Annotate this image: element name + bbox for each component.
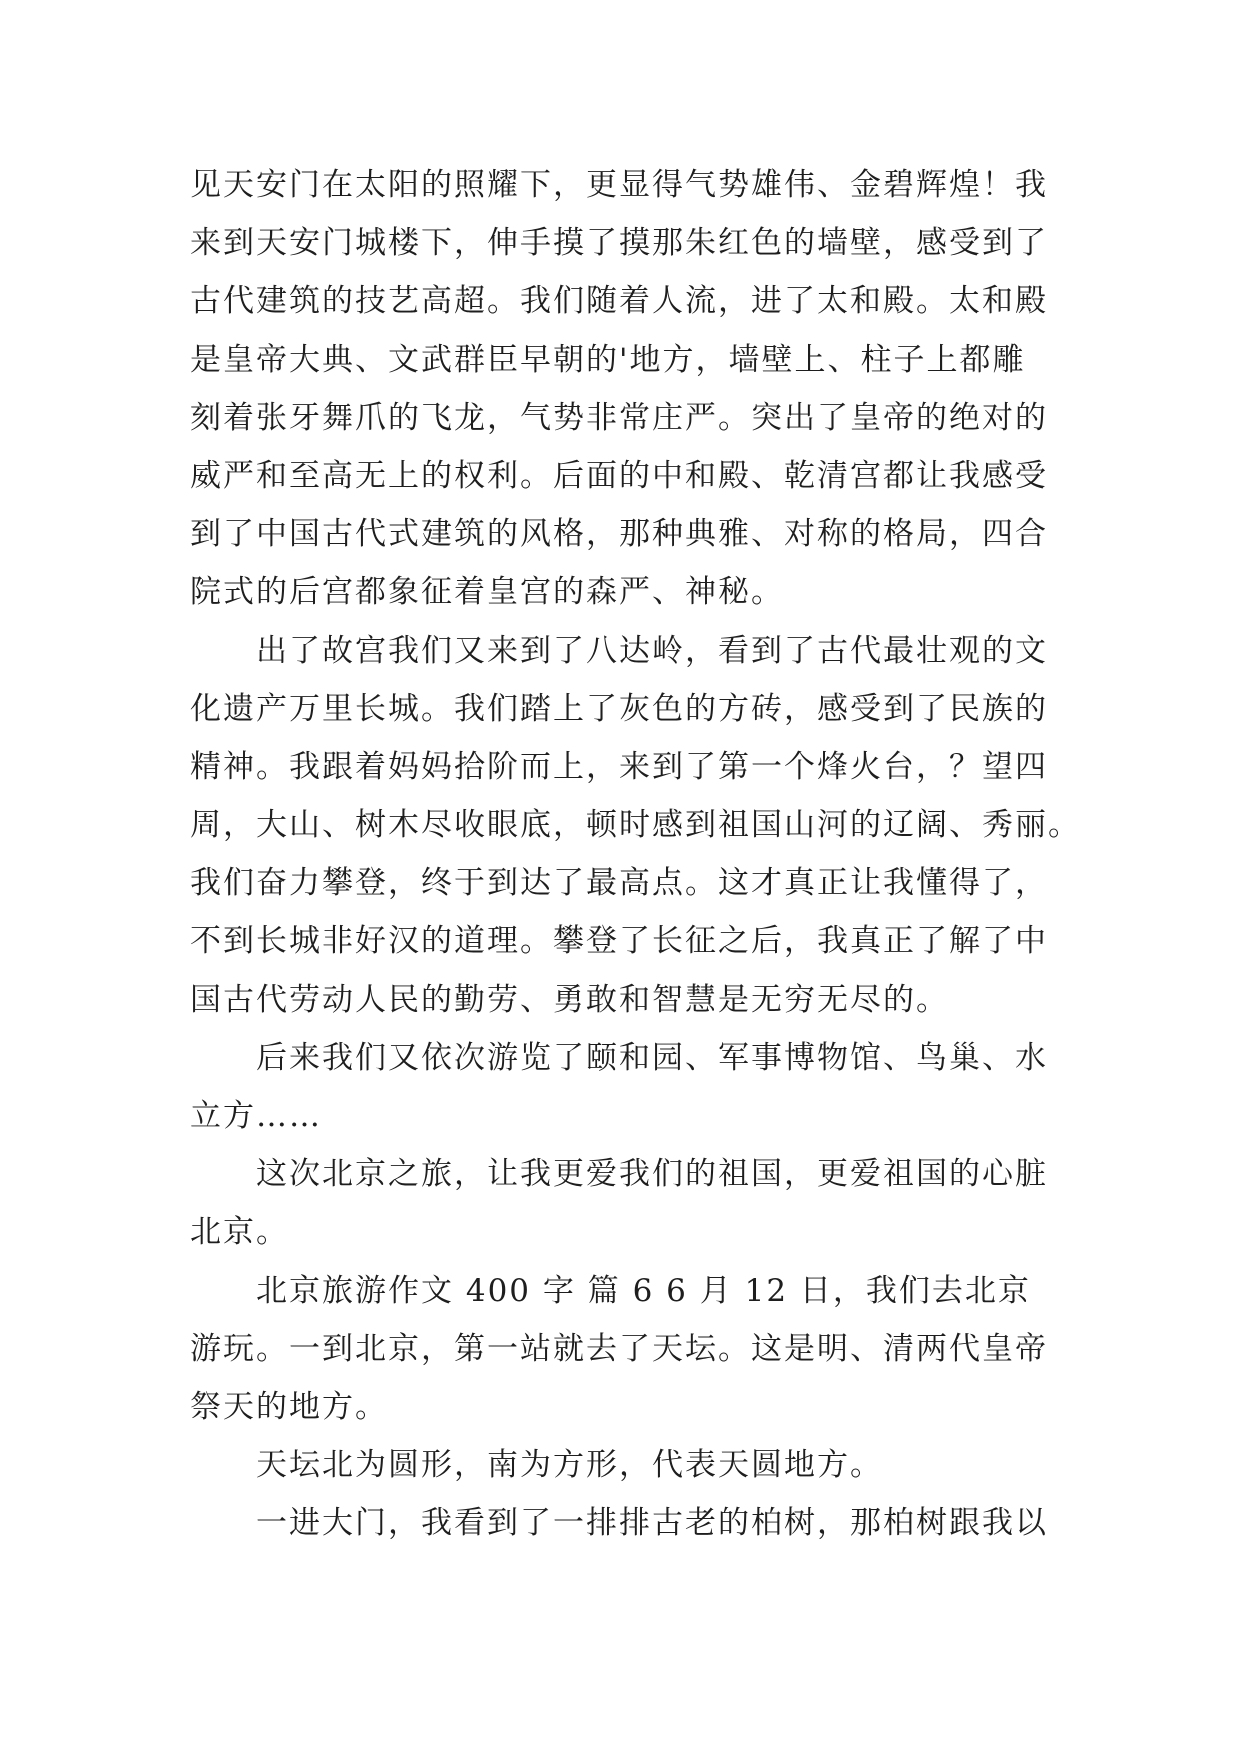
text-line: 院式的后宫都象征着皇宫的森严、神秘。 — [190, 574, 784, 611]
text-line: 国古代劳动人民的勤劳、勇敢和智慧是无穷无尽的。 — [190, 981, 949, 1018]
text-line: 不到长城非好汉的道理。攀登了长征之后，我真正了解了中 — [190, 923, 1048, 960]
paragraph-first-line: 一进大门，我看到了一排排古老的柏树，那柏树跟我以 — [256, 1505, 1048, 1542]
text-line: 化遗产万里长城。我们踏上了灰色的方砖，感受到了民族的 — [190, 690, 1048, 727]
body-text — [190, 156, 1081, 1553]
text-line: 见天安门在太阳的照耀下，更显得气势雄伟、金碧辉煌！我 — [190, 167, 1048, 203]
paragraph-first-line: 后来我们又依次游览了颐和园、军事博物馆、鸟巢、水 — [256, 1039, 1048, 1076]
paragraph-first-line: 出了故宫我们又来到了八达岭，看到了古代最壮观的文 — [256, 632, 1048, 669]
text-line: 古代建筑的技艺高超。我们随着人流，进了太和殿。太和殿 — [190, 283, 1048, 320]
text-line: 精神。我跟着妈妈拾阶而上，来到了第一个烽火台，？望四 — [190, 748, 1048, 785]
text-line: 我们奋力攀登，终于到达了最高点。这才真正让我懂得了， — [190, 865, 1048, 902]
text-line: 来到天安门城楼下，伸手摸了摸那朱红色的墙壁，感受到了 — [190, 225, 1048, 262]
text-line: 立方…… — [190, 1098, 322, 1134]
paragraph-first-line: 这次北京之旅，让我更爱我们的祖国，更爱祖国的心脏 — [256, 1156, 1048, 1193]
paragraph-first-line: 天坛北为圆形，南为方形，代表天圆地方。 — [256, 1447, 883, 1484]
text-line: 游玩。一到北京，第一站就去了天坛。这是明、清两代皇帝 — [190, 1330, 1048, 1367]
text-line: 到了中国古代式建筑的风格，那种典雅、对称的格局，四合 — [190, 516, 1048, 553]
text-line: 北京。 — [190, 1214, 289, 1251]
text-line: 威严和至高无上的权利。后面的中和殿、乾清宫都让我感受 — [190, 457, 1048, 494]
text-line: 祭天的地方。 — [190, 1388, 388, 1425]
text-line: 是皇帝大典、文武群臣早朝的'地方，墙壁上、柱子上都雕 — [190, 341, 1026, 378]
paragraph-first-line: 北京旅游作文 400 字 篇 6 6 月 12 日，我们去北京 — [256, 1272, 1031, 1309]
text-line: 周，大山、树木尽收眼底，顿时感到祖国山河的辽阔、秀丽。 — [190, 807, 1081, 844]
text-line: 刻着张牙舞爪的飞龙，气势非常庄严。突出了皇帝的绝对的 — [190, 399, 1048, 436]
